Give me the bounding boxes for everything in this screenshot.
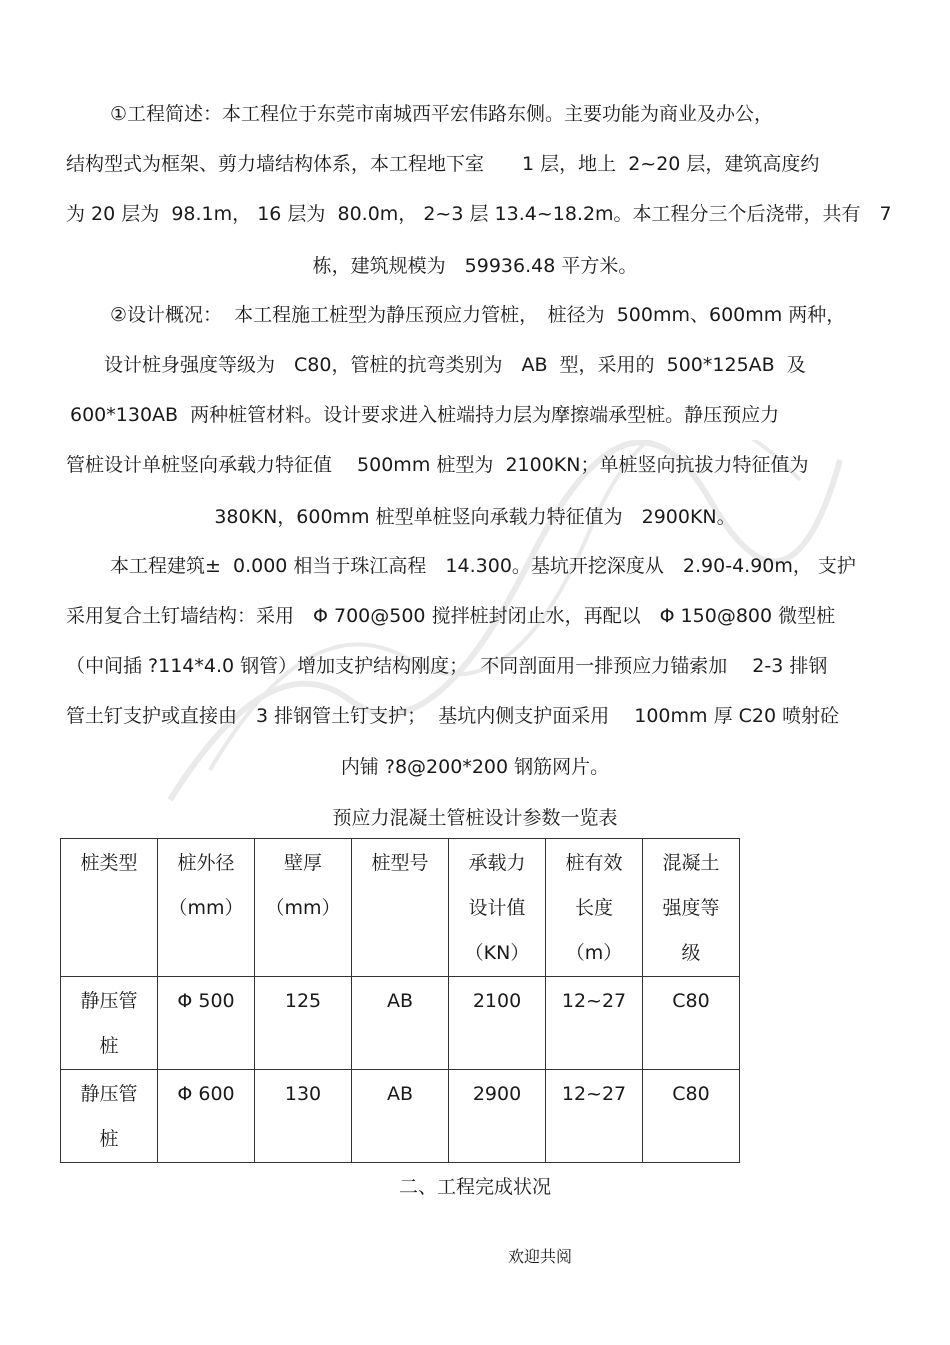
cell-diameter: Φ 600 (158, 1070, 255, 1163)
paragraph-1-line-1: ①工程简述：本工程位于东莞市南城西平宏伟路东侧。主要功能为商业及办公， (110, 103, 774, 125)
header-bearing-capacity: 承载力 设计值 （KN） (449, 839, 546, 977)
cell-grade: C80 (643, 977, 740, 1070)
paragraph-2-line-2: 设计桩身强度等级为 C80，管桩的抗弯类别为 AB 型，采用的 500*125AB 及 (104, 354, 806, 376)
header-concrete-grade: 混凝土 强度等 级 (643, 839, 740, 977)
header-pile-type: 桩类型 (61, 839, 158, 977)
cell-wall: 125 (255, 977, 352, 1070)
table-header-row (61, 839, 740, 977)
cell-diameter: Φ 500 (158, 977, 255, 1070)
cell-model: AB (352, 1070, 449, 1163)
paragraph-1-line-4: 栋，建筑规模为 59936.48 平方米。 (312, 255, 638, 277)
section-heading: 二、工程完成状况 (398, 1176, 551, 1198)
cell-wall: 130 (255, 1070, 352, 1163)
cell-model: AB (352, 977, 449, 1070)
cell-capacity: 2900 (449, 1070, 546, 1163)
paragraph-3-line-2: 采用复合土钉墙结构：采用 Φ 700@500 搅拌桩封闭止水，再配以 Φ 150@800 微型桩 (66, 605, 836, 627)
paragraph-2-line-3: 600*130AB 两种桩管材料。设计要求进入桩端持力层为摩擦端承型桩。静压预应力 (70, 404, 780, 426)
paragraph-3-line-1: 本工程建筑± 0.000 相当于珠江高程 14.300。基坑开挖深度从 2.90-4.90m， 支护 (110, 555, 856, 577)
paragraph-2-line-1: ②设计概况： 本工程施工桩型为静压预应力管桩， 桩径为 500mm、600mm 两种， (110, 304, 846, 326)
paragraph-1-line-3: 为 20 层为 98.1m， 16 层为 80.0m， 2~3 层 13.4~18.2m。本工程分三个后浇带，共有 7 (66, 203, 892, 225)
paragraph-3-line-3: （中间插 ?114*4.0 钢管）增加支护结构刚度； 不同剖面用一排预应力锚索加 2-3 排钢 (66, 655, 828, 677)
table-row (61, 1070, 740, 1163)
paragraph-2-line-4: 管桩设计单桩竖向承载力特征值 500mm 桩型为 2100KN；单桩竖向抗拔力特征值为 (66, 454, 809, 476)
cell-length: 12~27 (546, 1070, 643, 1163)
paragraph-1-line-2: 结构型式为框架、剪力墙结构体系，本工程地下室 1 层，地上 2~20 层，建筑高度约 (66, 153, 820, 175)
pile-parameter-table (60, 838, 740, 1163)
table-caption: 预应力混凝土管桩设计参数一览表 (332, 807, 618, 829)
header-pile-model: 桩型号 (352, 839, 449, 977)
cell-capacity: 2100 (449, 977, 546, 1070)
cell-pile-type: 静压管 桩 (61, 1070, 158, 1163)
header-outer-diameter: 桩外径 （mm） (158, 839, 255, 977)
paragraph-3-line-5: 内铺 ?8@200*200 钢筋网片。 (340, 756, 610, 778)
paragraph-3-line-4: 管土钉支护或直接由 3 排钢管土钉支护； 基坑内侧支护面采用 100mm 厚 C20 喷射砼 (66, 705, 840, 727)
footer-text: 欢迎共阅 (507, 1247, 572, 1266)
cell-length: 12~27 (546, 977, 643, 1070)
table-row (61, 977, 740, 1070)
header-effective-length: 桩有效 长度 （m） (546, 839, 643, 977)
header-wall-thickness: 壁厚 （mm） (255, 839, 352, 977)
paragraph-2-line-5: 380KN，600mm 桩型单桩竖向承载力特征值为 2900KN。 (214, 506, 736, 528)
cell-pile-type: 静压管 桩 (61, 977, 158, 1070)
cell-grade: C80 (643, 1070, 740, 1163)
